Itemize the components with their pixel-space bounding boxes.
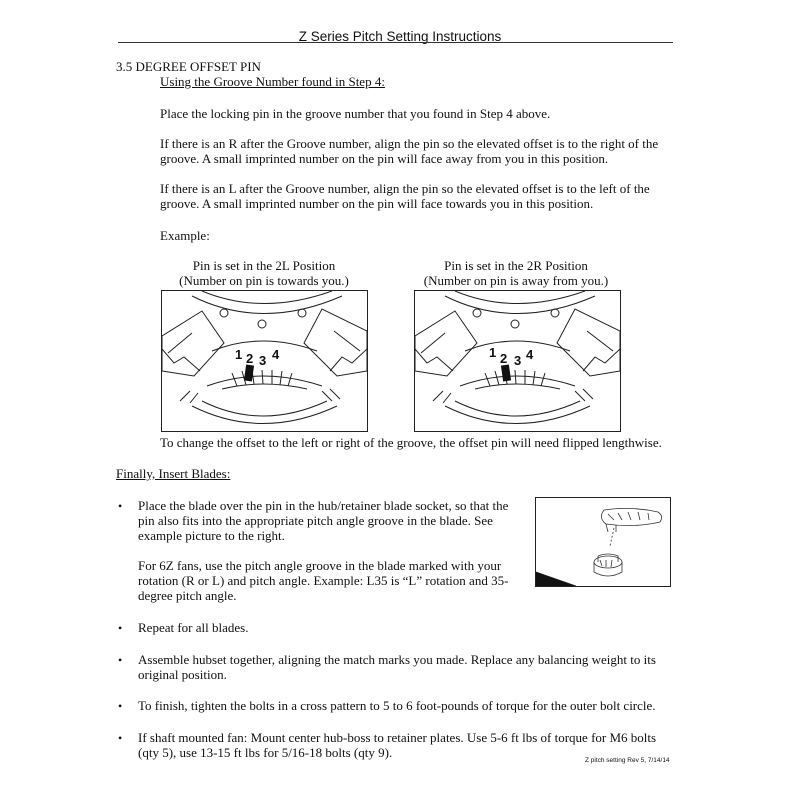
groove-number-2: 2 — [246, 351, 254, 366]
figure-left-pin-2l — [161, 290, 368, 432]
bullet-marker: • — [118, 731, 123, 745]
bullet-6z-note-line3: degree pitch angle. — [138, 588, 237, 603]
bullet-shaft-mount-line1: If shaft mounted fan: Mount center hub-boss to retainer plates. Use 5-6 ft lbs of torque for M6 bolts — [138, 730, 657, 745]
page-header-title: Z Series Pitch Setting Instructions — [298, 29, 502, 44]
bullet-place-blade-line3: example picture to the right. — [138, 528, 285, 543]
bullet-repeat-blades: Repeat for all blades. — [138, 620, 249, 635]
bullet-marker: • — [118, 621, 123, 635]
figure-right-pin-2r — [414, 290, 621, 432]
figure-left-caption-line1: Pin is set in the 2L Position — [192, 258, 336, 273]
offset-pin — [244, 365, 254, 382]
bullet-place-blade-line2: pin also fits into the appropriate pitch angle groove in the blade. See — [138, 513, 493, 528]
bullet-marker: • — [118, 499, 123, 513]
footer-revision: Z pitch setting Rev 5, 7/14/14 — [585, 757, 670, 764]
bullet-6z-note-line1: For 6Z fans, use the pitch angle groove in the blade marked with your — [138, 558, 502, 573]
insert-blades-heading: Finally, Insert Blades: — [116, 466, 231, 481]
bullet-place-blade-line1: Place the blade over the pin in the hub/retainer blade socket, so that the — [138, 498, 509, 513]
groove-number-4: 4 — [526, 347, 534, 362]
blade-insert-illustration — [536, 498, 670, 586]
paragraph-r-offset-line2: groove. A small imprinted number on the pin will face away from you in this position. — [160, 151, 609, 166]
paragraph-l-offset-line1: If there is an L after the Groove number, align the pin so the elevated offset is to the left of the — [160, 181, 650, 196]
figure-right-caption-line2: (Number on pin is away from you.) — [423, 273, 609, 288]
bullet-6z-note-line2: rotation (R or L) and pitch angle. Example: L35 is “L” rotation and 35- — [138, 573, 509, 588]
groove-number-1: 1 — [235, 347, 243, 362]
offset-flip-note: To change the offset to the left or right of the groove, the offset pin will need flipped lengthwise. — [160, 435, 662, 450]
groove-number-1: 1 — [489, 345, 497, 360]
groove-number-2: 2 — [500, 351, 508, 366]
figure-left-caption-line2: (Number on pin is towards you.) — [179, 273, 349, 288]
hub-illustration-right — [415, 291, 620, 431]
example-label: Example: — [160, 228, 210, 243]
groove-number-3: 3 — [514, 353, 522, 368]
groove-number-3: 3 — [259, 353, 267, 368]
section-heading: 3.5 DEGREE OFFSET PIN — [116, 59, 261, 74]
hub-illustration-left — [162, 291, 367, 431]
paragraph-locking-pin: Place the locking pin in the groove number that you found in Step 4 above. — [160, 106, 551, 121]
bullet-assemble-line2: original position. — [138, 667, 227, 682]
groove-number-4: 4 — [272, 347, 280, 362]
bullet-tighten-bolts: To finish, tighten the bolts in a cross pattern to 5 to 6 foot-pounds of torque for the outer bolt circle. — [138, 698, 656, 713]
bullet-marker: • — [118, 653, 123, 667]
blade-insert-picture — [535, 497, 671, 587]
bullet-shaft-mount-line2: (qty 5), use 13-15 ft lbs for 5/16-18 bolts (qty 9). — [138, 745, 393, 760]
paragraph-r-offset-line1: If there is an R after the Groove number, align the pin so the elevated offset is to the right of the — [160, 136, 659, 151]
figure-right-caption-line1: Pin is set in the 2R Position — [444, 258, 588, 273]
header-rule — [118, 42, 673, 43]
section-subheading: Using the Groove Number found in Step 4: — [160, 74, 385, 89]
offset-pin — [501, 365, 511, 382]
bullet-assemble-line1: Assemble hubset together, aligning the match marks you made. Replace any balancing weight to its — [138, 652, 656, 667]
paragraph-l-offset-line2: groove. A small imprinted number on the pin will face towards you in this position. — [160, 196, 594, 211]
bullet-marker: • — [118, 699, 123, 713]
